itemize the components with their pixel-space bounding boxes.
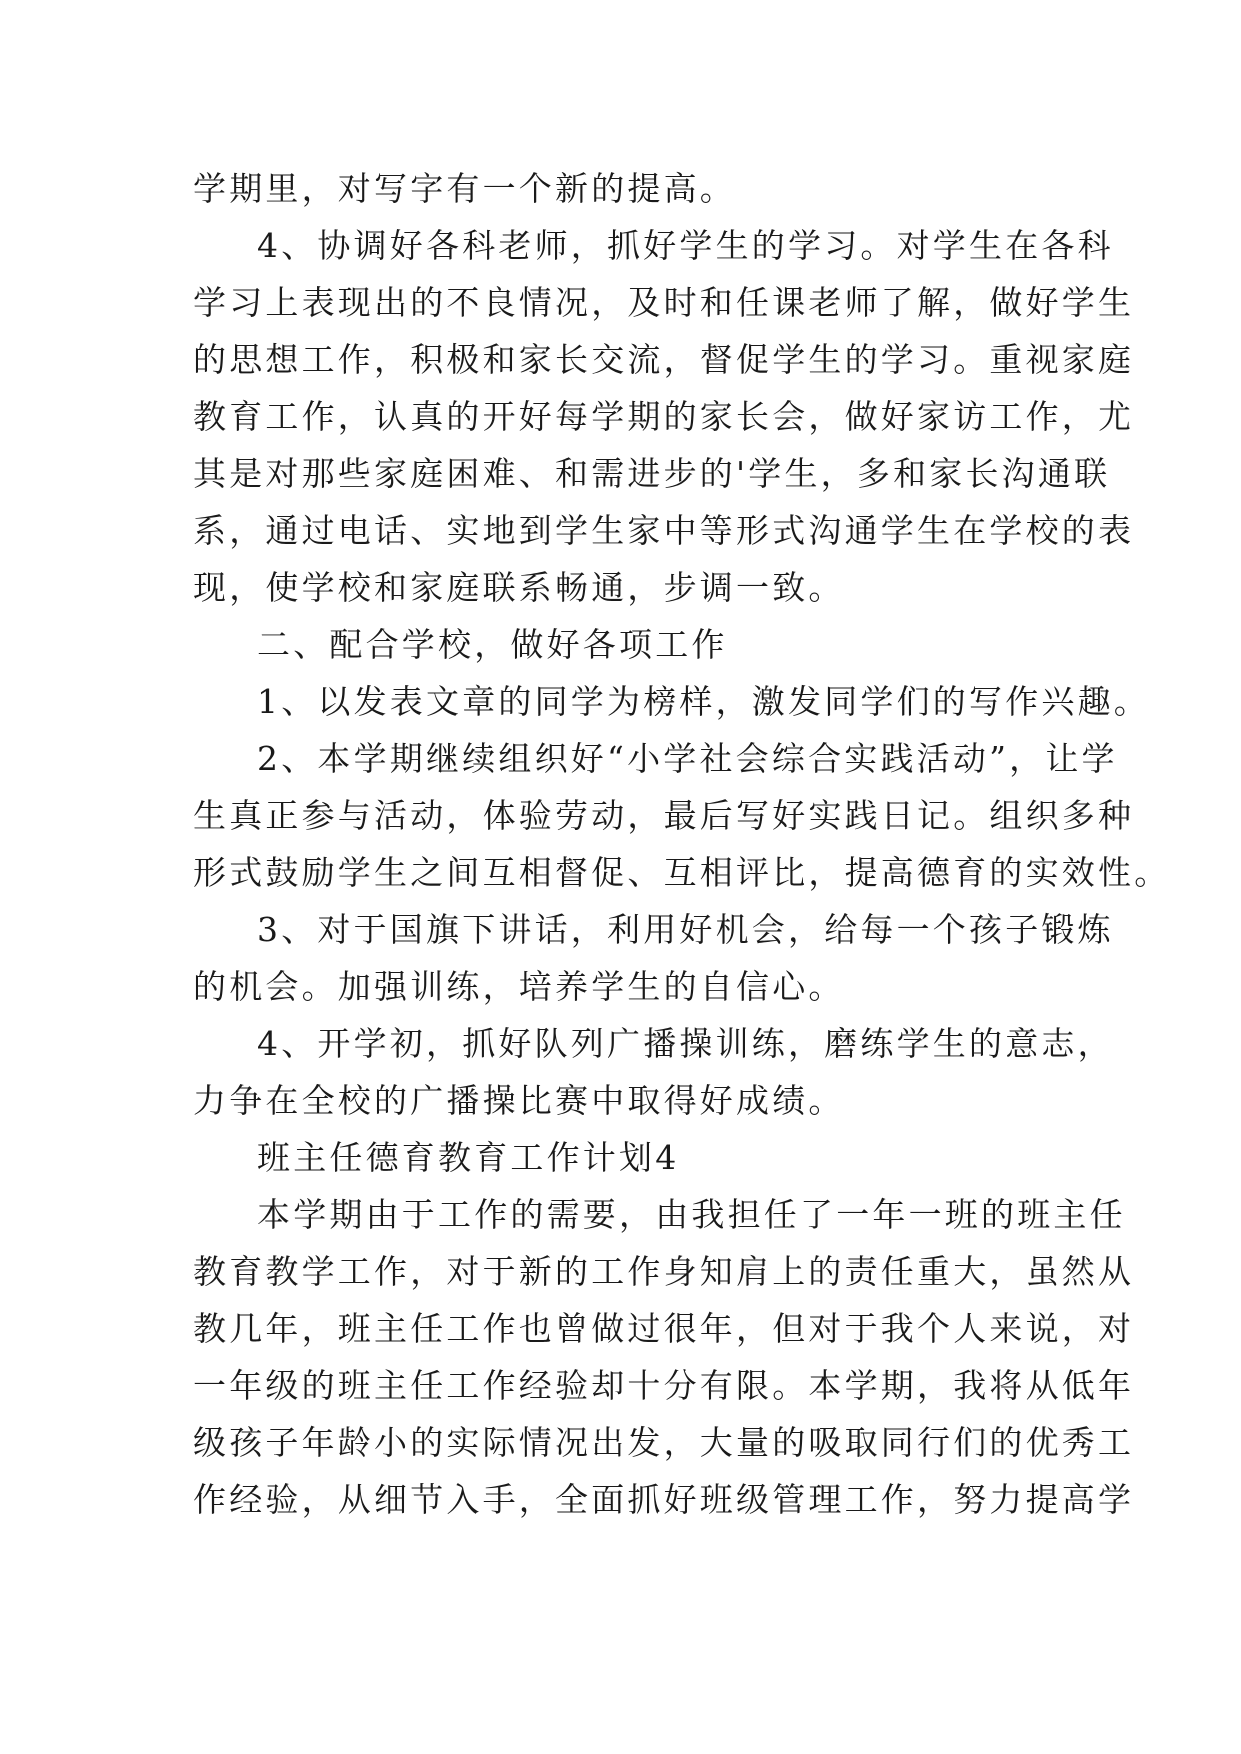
text-line: 系，通过电话、实地到学生家中等形式沟通学生在学校的表 — [193, 511, 1135, 550]
text-line: 一年级的班主任工作经验却十分有限。本学期，我将从低年 — [193, 1366, 1135, 1405]
text-line: 形式鼓励学生之间互相督促、互相评比，提高德育的实效性。 — [193, 853, 1171, 892]
paragraph-start-line: 4、协调好各科老师，抓好学生的学习。对学生在各科 — [257, 226, 1114, 265]
text-line: 教育教学工作，对于新的工作身知肩上的责任重大，虽然从 — [193, 1252, 1135, 1291]
text-line: 教育工作，认真的开好每学期的家长会，做好家访工作，尤 — [193, 397, 1135, 436]
paragraph-start-line: 3、对于国旗下讲话，利用好机会，给每一个孩子锻炼 — [257, 910, 1114, 949]
paragraph-start-line: 2、本学期继续组织好“小学社会综合实践活动”，让学 — [257, 739, 1118, 778]
text-line: 学习上表现出的不良情况，及时和任课老师了解，做好学生 — [193, 283, 1135, 322]
text-line: 力争在全校的广播操比赛中取得好成绩。 — [193, 1081, 845, 1120]
text-line: 作经验，从细节入手，全面抓好班级管理工作，努力提高学 — [193, 1480, 1135, 1519]
section-heading: 二、配合学校，做好各项工作 — [257, 625, 728, 664]
text-line: 生真正参与活动，体验劳动，最后写好实践日记。组织多种 — [193, 796, 1135, 835]
section-title: 班主任德育教育工作计划4 — [257, 1138, 680, 1177]
text-line: 的机会。加强训练，培养学生的自信心。 — [193, 967, 845, 1006]
paragraph-start-line: 本学期由于工作的需要，由我担任了一年一班的班主任 — [257, 1195, 1126, 1234]
text-line: 其是对那些家庭困难、和需进步的'学生，多和家长沟通联 — [193, 454, 1111, 493]
text-line: 学期里，对写字有一个新的提高。 — [193, 169, 736, 208]
text-line: 的思想工作，积极和家长交流，督促学生的学习。重视家庭 — [193, 340, 1135, 379]
text-line: 级孩子年龄小的实际情况出发，大量的吸取同行们的优秀工 — [193, 1423, 1135, 1462]
text-line: 教几年，班主任工作也曾做过很年，但对于我个人来说，对 — [193, 1309, 1135, 1348]
paragraph-start-line: 4、开学初，抓好队列广播操训练，磨练学生的意志， — [257, 1024, 1114, 1063]
text-line: 现，使学校和家庭联系畅通，步调一致。 — [193, 568, 845, 607]
paragraph-start-line: 1、以发表文章的同学为榜样，激发同学们的写作兴趣。 — [257, 682, 1150, 721]
